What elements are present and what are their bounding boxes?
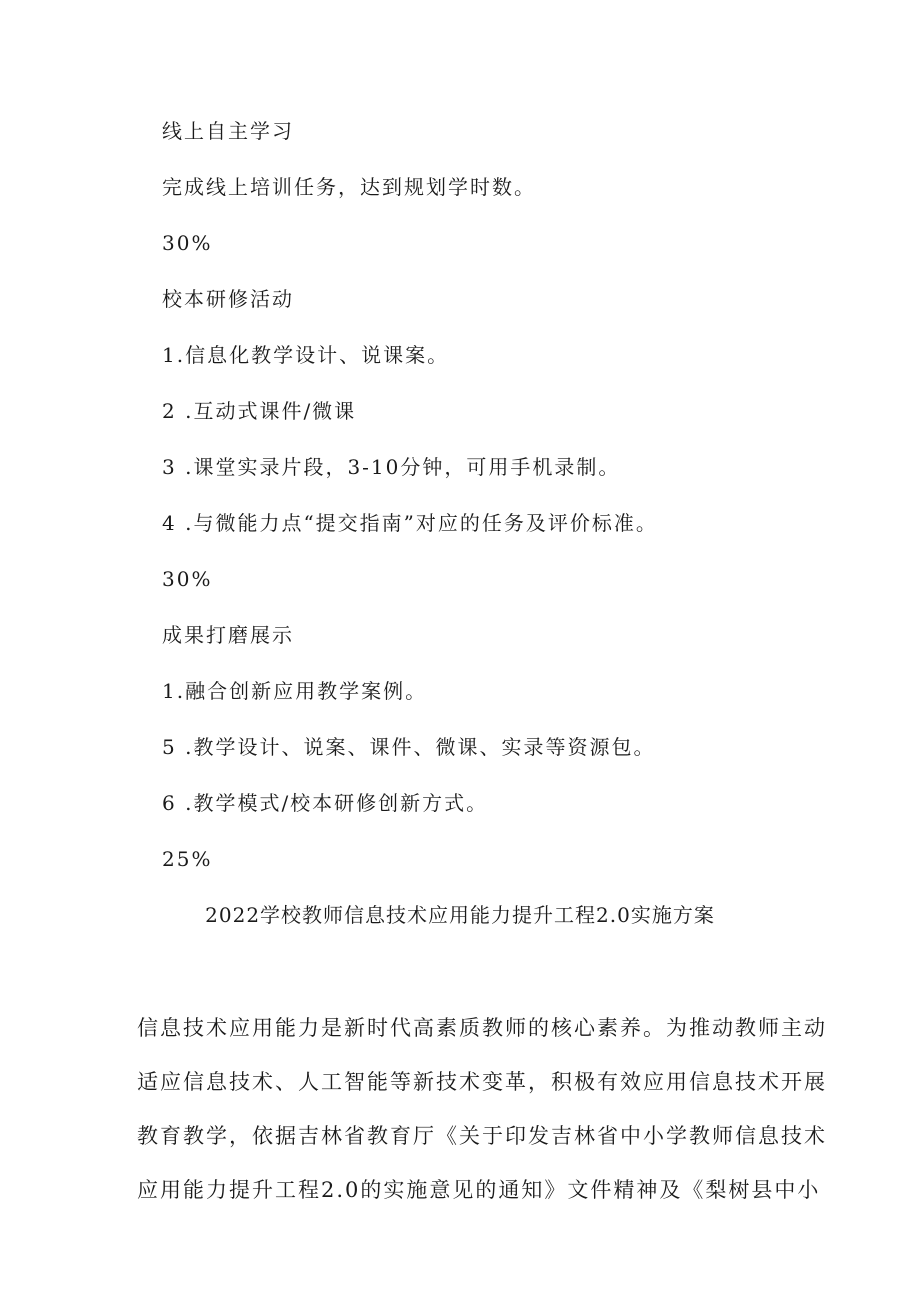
school-item-1: 1.信息化教学设计、说课案。	[162, 343, 450, 367]
intro-line-1: 信息技术应用能力是新时代高素质教师的核心素养。为推动教师主动	[137, 1016, 827, 1040]
school-item-3: 3 .课堂实录片段，3-10分钟，可用手机录制。	[162, 455, 621, 479]
intro-paragraph	[137, 1001, 827, 1217]
intro-line-3: 教育教学，依据吉林省教育厅《关于印发吉林省中小学教师信息技术	[137, 1124, 827, 1148]
results-item-2: 5 .教学设计、说案、课件、微课、实录等资源包。	[162, 735, 656, 759]
document-title: 2022学校教师信息技术应用能力提升工程2.0实施方案	[205, 903, 715, 927]
section-heading-school: 校本研修活动	[162, 287, 294, 311]
section-heading-online: 线上自主学习	[162, 119, 294, 143]
school-item-2: 2 .互动式课件/微课	[162, 399, 357, 423]
weight-online: 30%	[162, 231, 213, 255]
intro-line-4: 应用能力提升工程2.0的实施意见的通知》文件精神及《梨树县中小	[137, 1178, 821, 1202]
school-item-4: 4 .与微能力点“提交指南”对应的任务及评价标准。	[162, 511, 658, 535]
weight-school: 30%	[162, 567, 213, 591]
results-item-3: 6 .教学模式/校本研修创新方式。	[162, 791, 489, 815]
intro-line-2: 适应信息技术、人工智能等新技术变革，积极有效应用信息技术开展	[137, 1070, 827, 1094]
weight-results: 25%	[162, 847, 213, 871]
results-item-1: 1.融合创新应用教学案例。	[162, 679, 428, 703]
section-heading-results: 成果打磨展示	[162, 623, 294, 647]
online-task-text: 完成线上培训任务，达到规划学时数。	[162, 175, 536, 199]
